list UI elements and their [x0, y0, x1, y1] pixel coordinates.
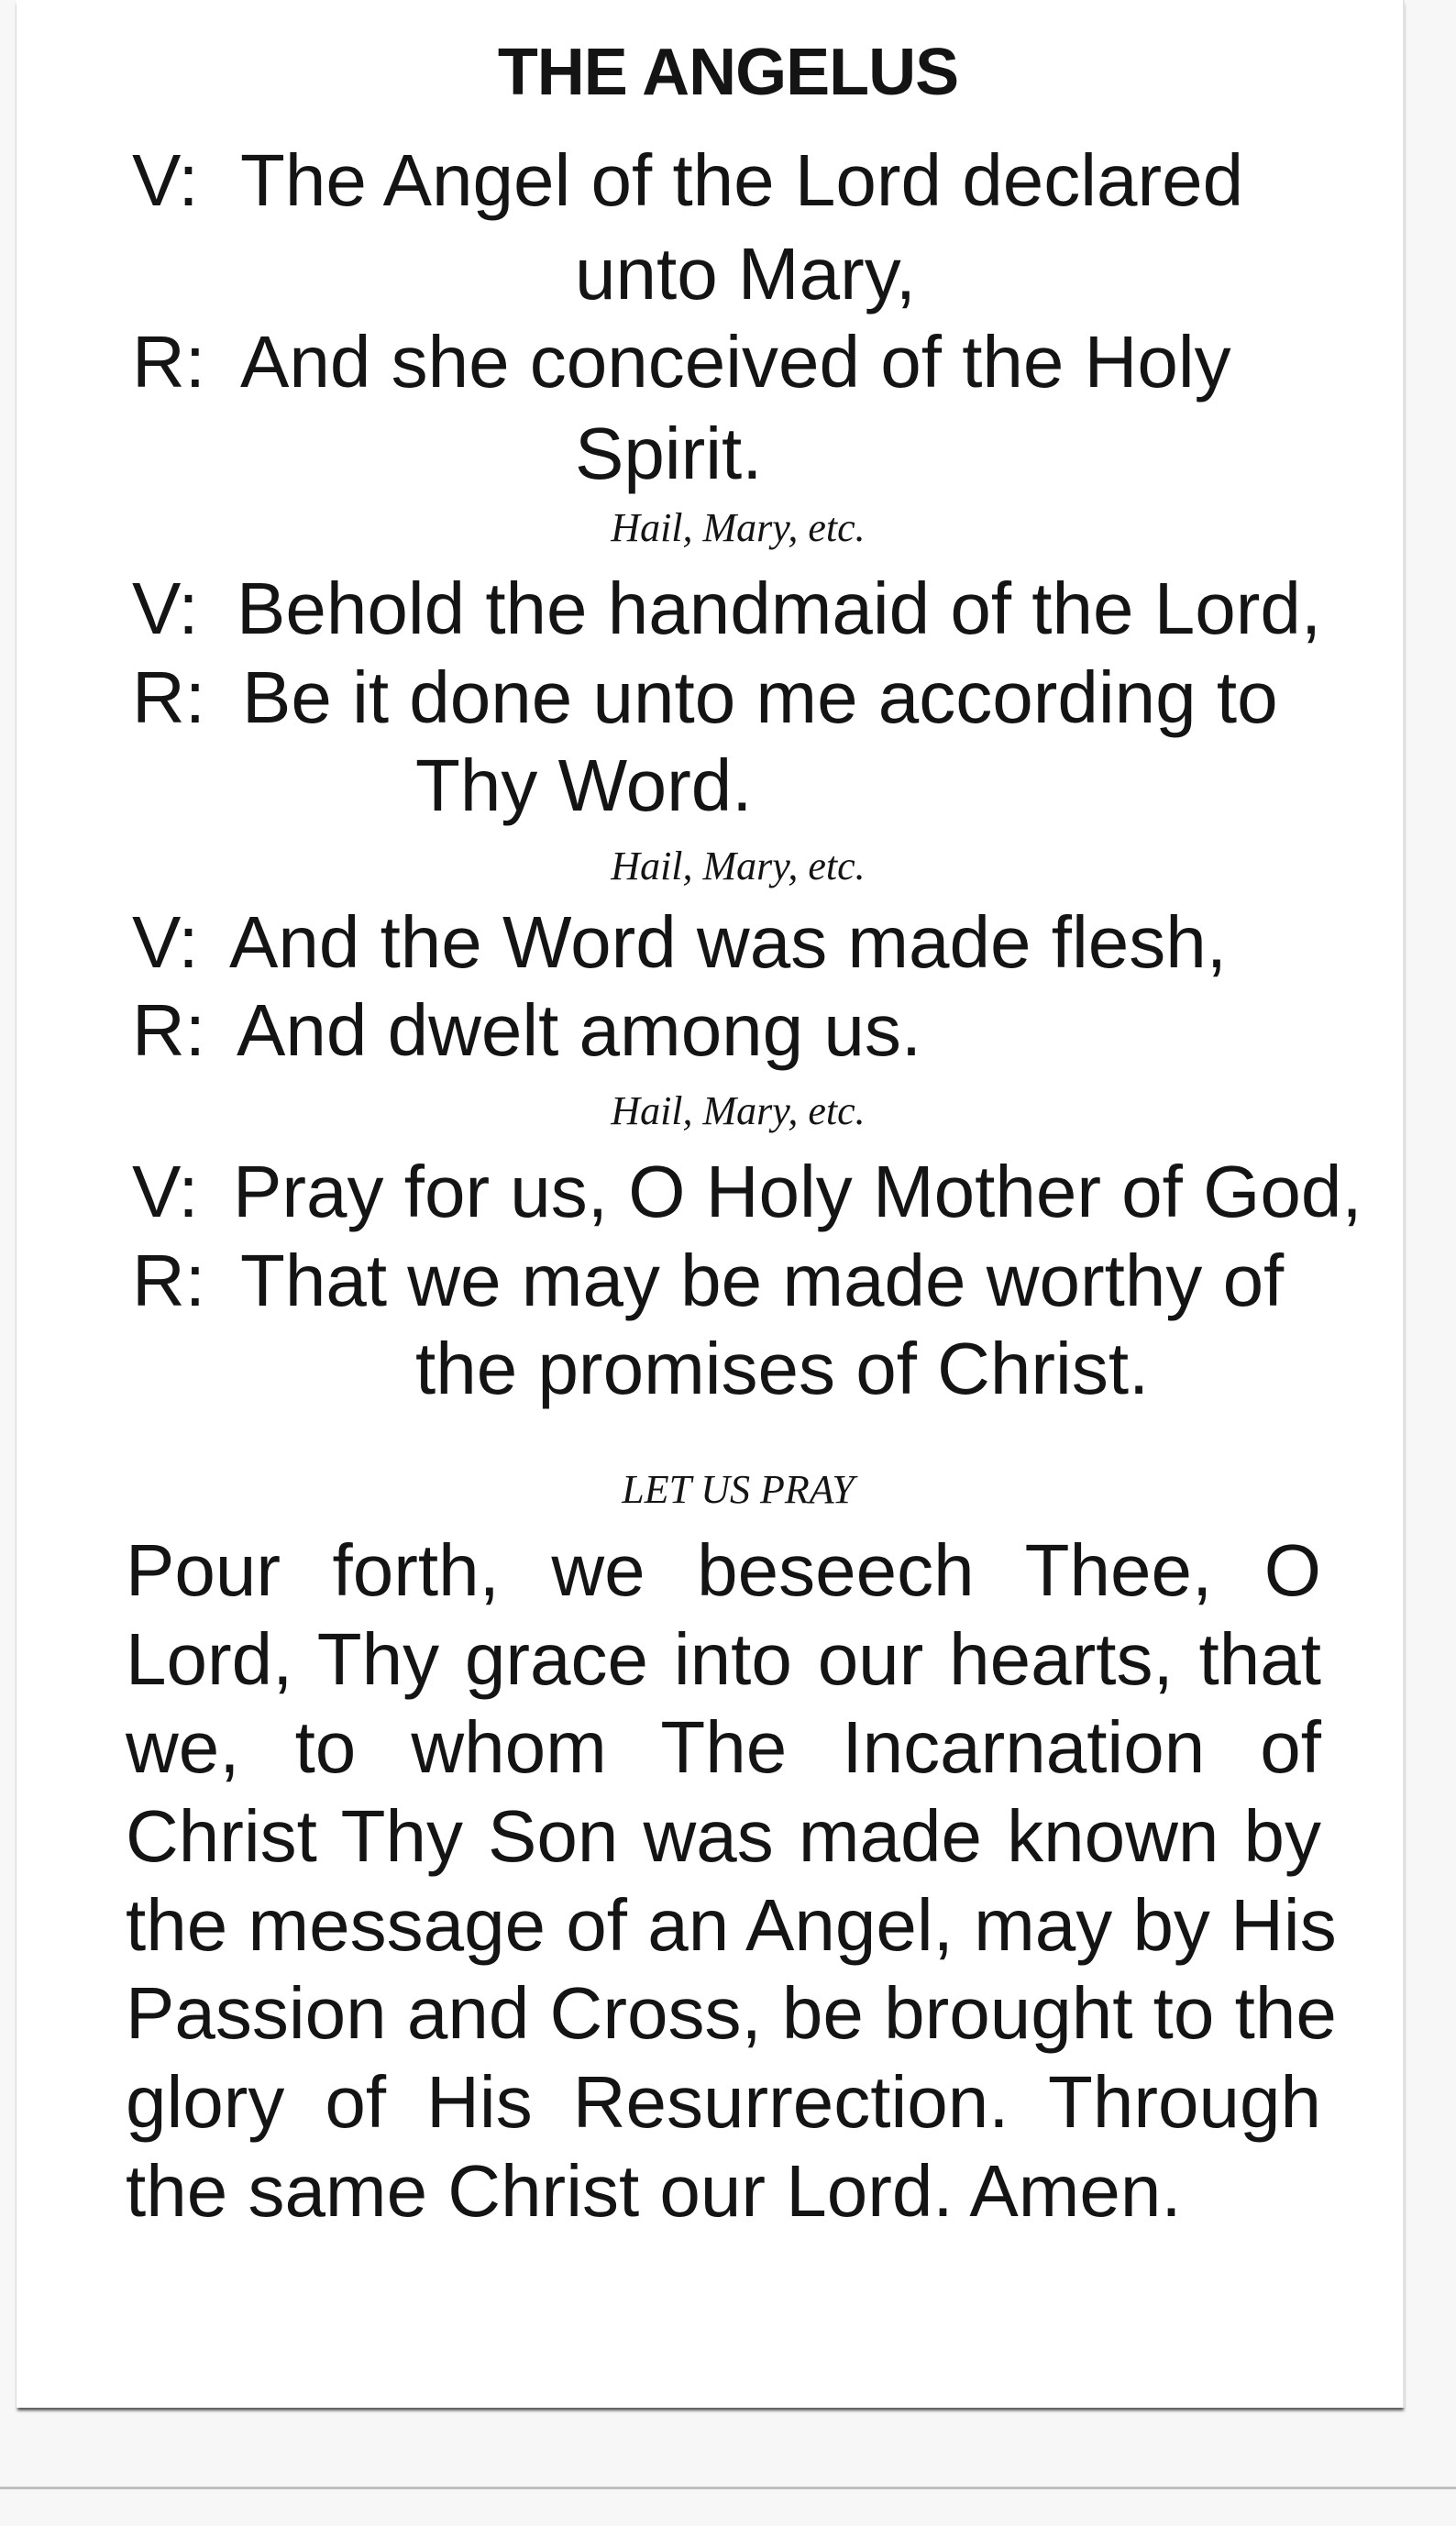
versicle-text: And the Word was made flesh,: [229, 901, 1227, 983]
versicle-text: The Angel of the Lord declared: [240, 139, 1244, 221]
prayer-line: glory of His Resurrection. Through: [126, 2061, 1321, 2143]
versicle-label: V:: [132, 901, 199, 983]
prayer-line: Passion and Cross, be brought to the: [126, 1972, 1337, 2054]
versicle-label: V:: [132, 568, 199, 649]
response-label: R:: [132, 1240, 205, 1321]
rubric-hail-mary: Hail, Mary, etc.: [611, 1088, 866, 1133]
card-title: THE ANGELUS: [497, 36, 959, 109]
response-text: And dwelt among us.: [237, 989, 922, 1071]
prayer-line: Christ Thy Son was made known by: [126, 1795, 1321, 1877]
prayer-line: Lord, Thy grace into our hearts, that: [126, 1618, 1321, 1700]
let-us-pray-heading: LET US PRAY: [622, 1467, 855, 1512]
response-label: R:: [132, 656, 205, 738]
response-text: Be it done unto me according to: [242, 656, 1278, 738]
prayer-line: the message of an Angel, may by His: [126, 1884, 1337, 1966]
response-text: Thy Word.: [415, 745, 753, 826]
versicle-label: V:: [132, 139, 199, 221]
versicle-text: unto Mary,: [575, 233, 916, 314]
response-label: R:: [132, 321, 205, 403]
response-text: the promises of Christ.: [415, 1328, 1150, 1409]
rubric-hail-mary: Hail, Mary, etc.: [611, 844, 866, 888]
versicle-label: V:: [132, 1151, 199, 1232]
response-text: Spirit.: [575, 413, 763, 494]
response-text: That we may be made worthy of: [240, 1240, 1285, 1321]
rubric-hail-mary: Hail, Mary, etc.: [611, 505, 866, 550]
prayer-line: Pour forth, we beseech Thee, O: [126, 1529, 1321, 1611]
scan-edge-line: [0, 2487, 1456, 2489]
response-label: R:: [132, 989, 205, 1071]
response-text: And she conceived of the Holy: [240, 321, 1231, 403]
prayer-line: we, to whom The Incarnation of: [126, 1706, 1321, 1788]
versicle-text: Behold the handmaid of the Lord,: [237, 568, 1322, 649]
versicle-text: Pray for us, O Holy Mother of God,: [233, 1151, 1362, 1232]
prayer-line: the same Christ our Lord. Amen.: [126, 2150, 1182, 2232]
